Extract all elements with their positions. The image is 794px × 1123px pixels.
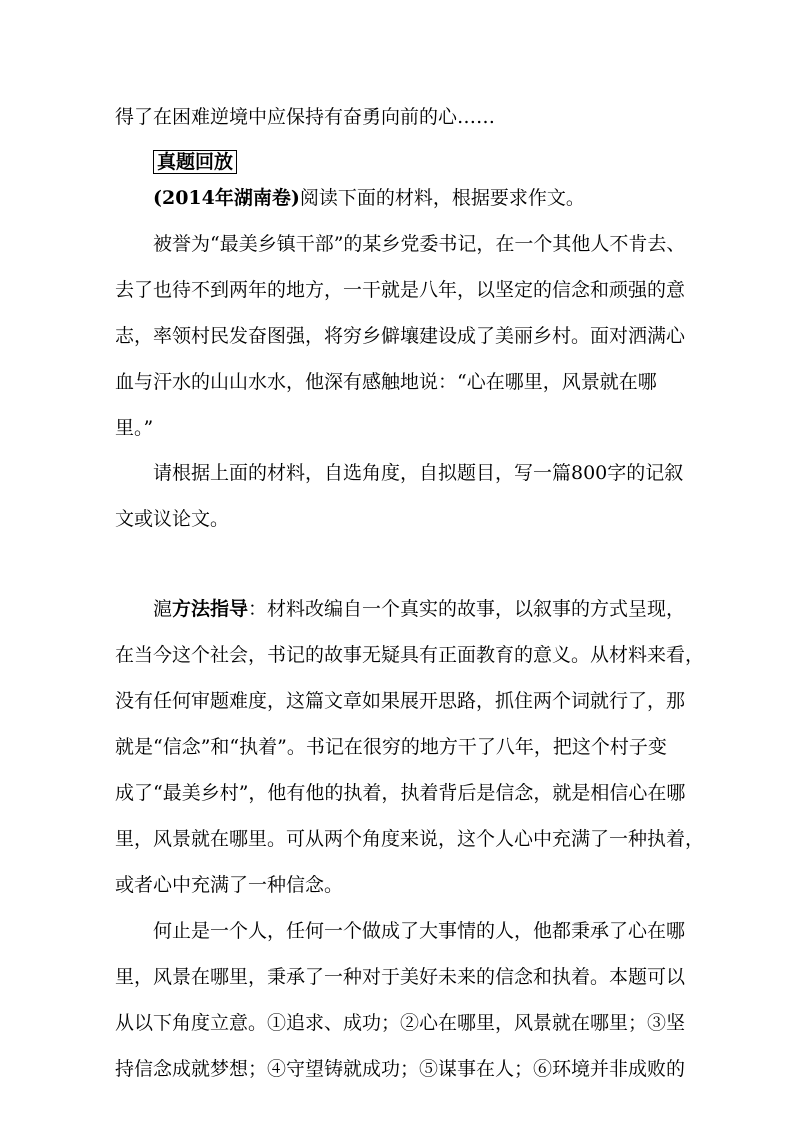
guide-line	[153, 597, 685, 621]
text-line: 成了“最美乡村”，他有他的执着，执着背后是信念，就是相信心在哪	[115, 782, 686, 804]
text-line: 请根据上面的材料，自选角度，自拟题目，写一篇800字的记叙	[153, 462, 684, 484]
text-line: 何止是一个人，任何一个做成了大事情的人，他都秉承了心在哪	[153, 920, 686, 942]
text-line: 就是“信念”和“执着”。书记在很穷的地方干了八年，把这个村子变	[115, 736, 667, 758]
text-line: 从以下角度立意。①追求、成功；②心在哪里，风景就在哪里；③坚	[115, 1012, 686, 1034]
text-line: 里，风景就在哪里。可从两个角度来说，这个人心中充满了一种执着，	[115, 828, 705, 850]
text-line: 去了也待不到两年的地方，一干就是八年，以坚定的信念和顽强的意	[115, 279, 686, 301]
text-line: 文或议论文。	[115, 508, 230, 530]
text-line: 没有任何审题难度，这篇文章如果展开思路，抓住两个词就行了，那	[115, 690, 686, 712]
guide-label: 方法指导	[172, 598, 249, 620]
section-heading-line	[153, 150, 685, 174]
text-line: 得了在困难逆境中应保持有奋勇向前的心……	[115, 106, 496, 128]
source-line	[153, 186, 685, 210]
text-line: 血与汗水的山山水水，他深有感触地说：“心在哪里，风景就在哪	[115, 371, 657, 393]
guide-text: ：材料改编自一个真实的故事，以叙事的方式呈现，	[248, 598, 686, 620]
guide-mark: 滬	[153, 598, 173, 620]
section-heading: 真题回放	[153, 150, 237, 174]
text-line: 在当今这个社会，书记的故事无疑具有正面教育的意义。从材料来看，	[115, 644, 705, 666]
source-text: 阅读下面的材料，根据要求作文。	[299, 187, 585, 209]
source-prefix: (2014年湖南卷)	[153, 187, 300, 209]
text-line: 或者心中充满了一种信念。	[115, 874, 344, 896]
text-line: 志，率领村民发奋图强，将穷乡僻壤建设成了美丽乡村。面对洒满心	[115, 325, 686, 347]
text-line: 持信念成就梦想；④守望铸就成功；⑤谋事在人；⑥环境并非成败的	[115, 1058, 686, 1080]
text-line: 被誉为“最美乡镇干部”的某乡党委书记，在一个其他人不肯去、	[153, 233, 686, 255]
text-line: 里。”	[115, 417, 154, 439]
text-line: 里，风景在哪里，秉承了一种对于美好未来的信念和执着。本题可以	[115, 966, 686, 988]
